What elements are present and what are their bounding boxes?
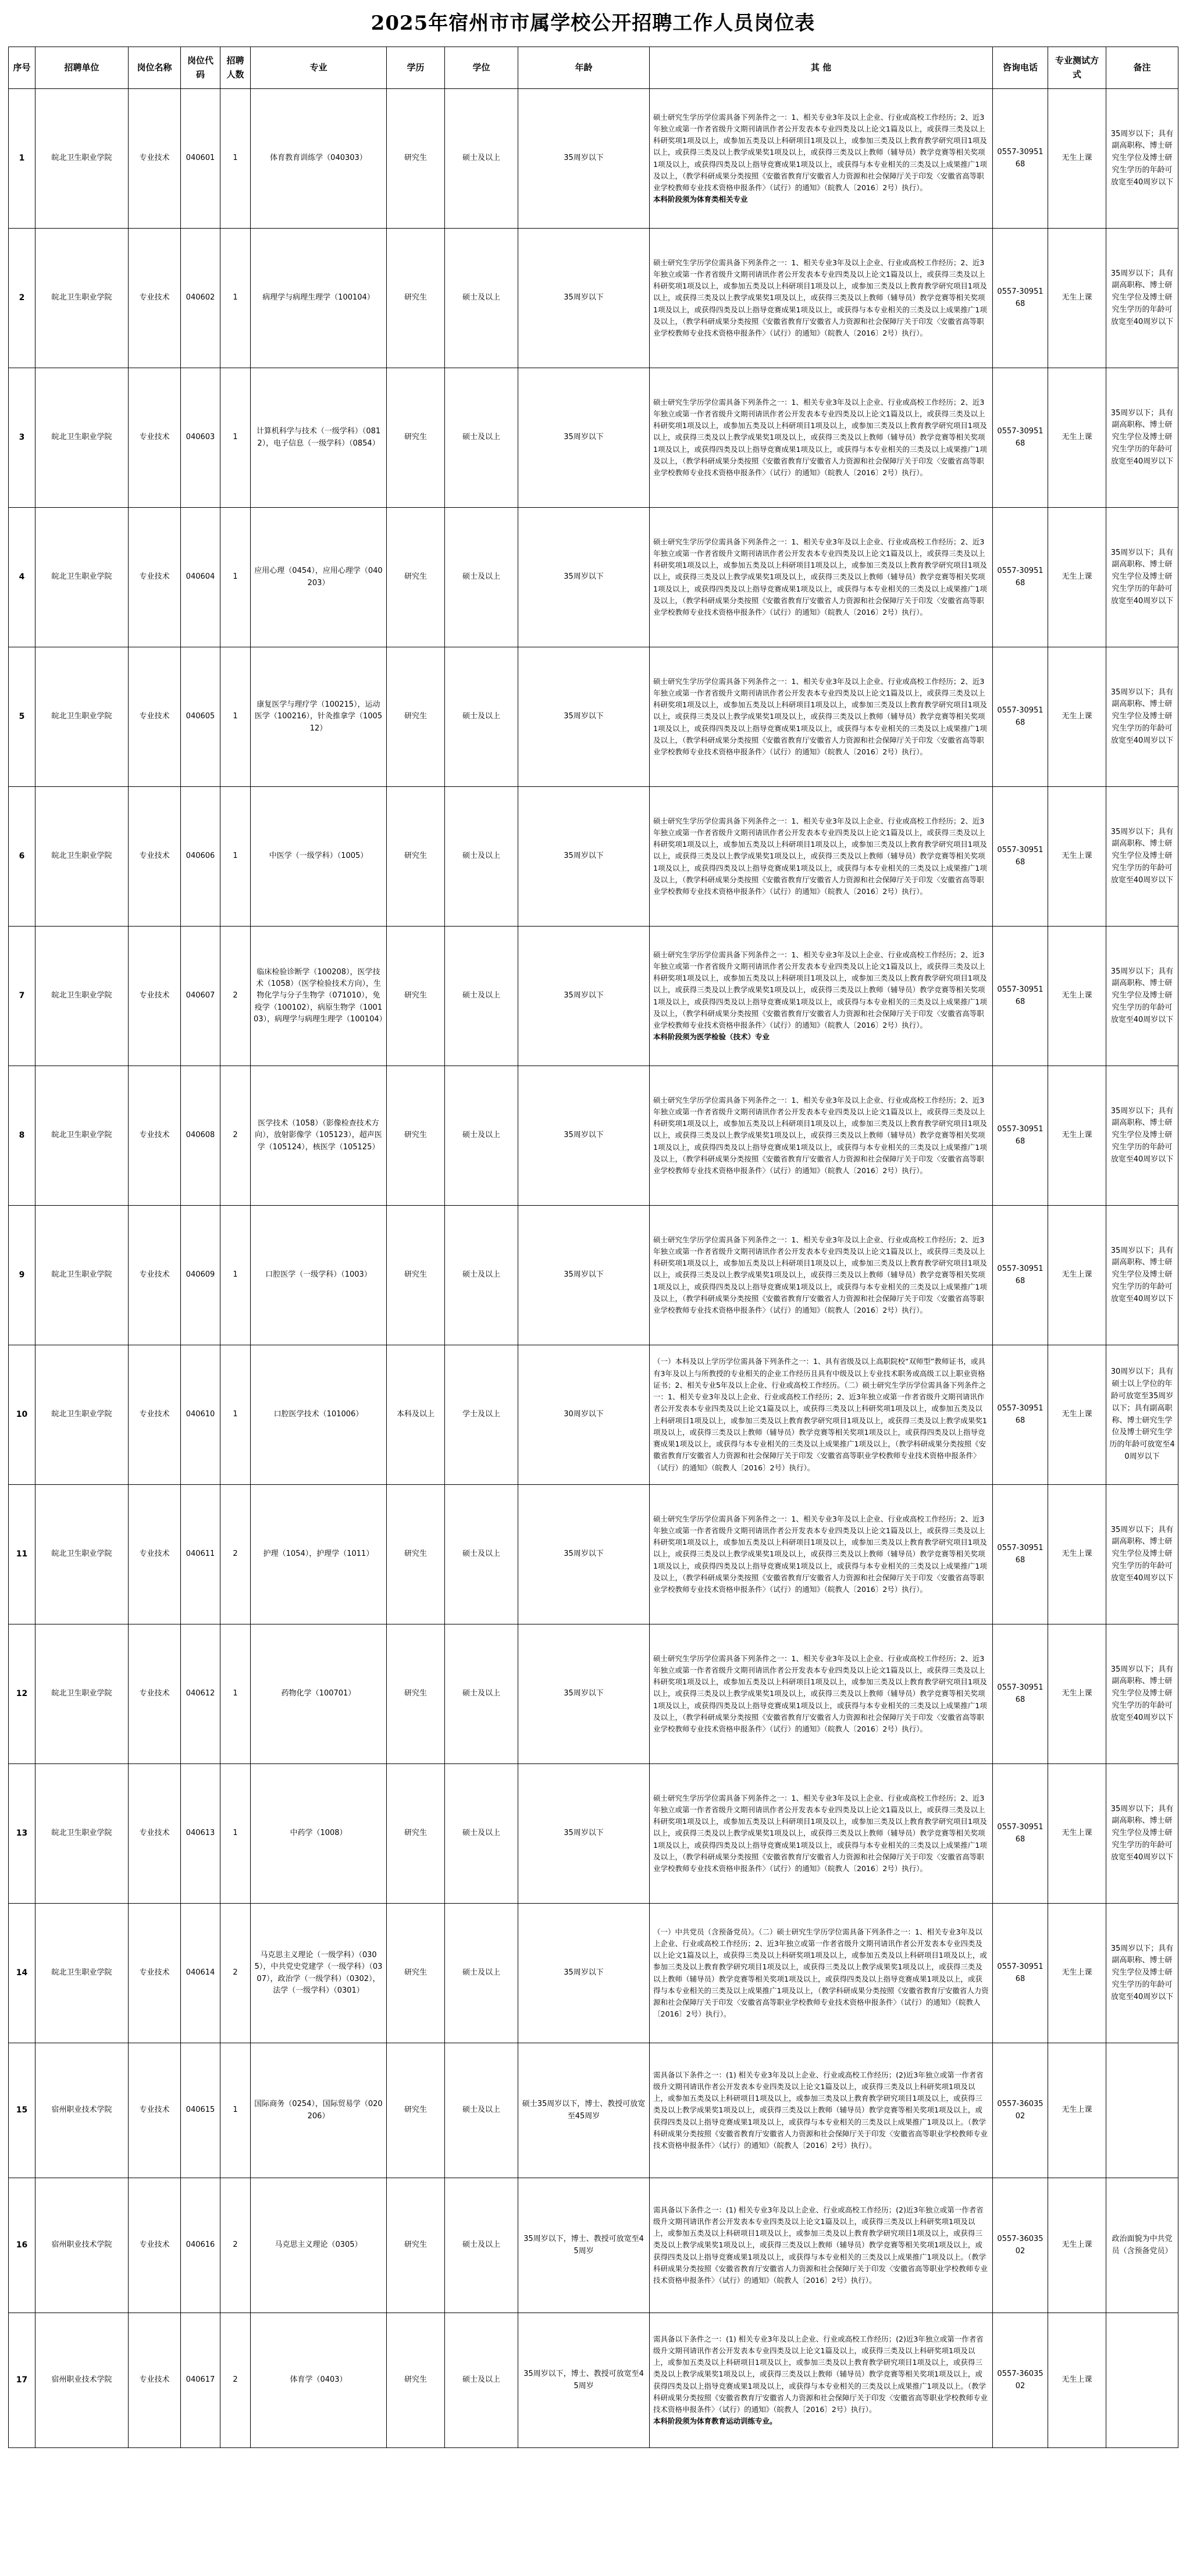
note-cell: 35周岁以下；具有副高职称、博士研究生学位及博士研究生学历的年龄可放宽至40周岁以下	[1106, 1066, 1178, 1206]
note-cell: 35周岁以下；具有副高职称、博士研究生学位及博士研究生学历的年龄可放宽至40周岁以下	[1106, 787, 1178, 927]
count-cell: 2	[220, 2313, 251, 2448]
count-cell: 2	[220, 1485, 251, 1624]
header-age: 年龄	[518, 47, 650, 89]
phone-cell: 0557-3095168	[993, 1624, 1048, 1764]
age-cell: 35周岁以下	[518, 927, 650, 1066]
post-cell: 专业技术	[129, 1624, 181, 1764]
header-phone: 咨询电话	[993, 47, 1048, 89]
seq-cell: 14	[9, 1904, 35, 2043]
code-cell: 040611	[181, 1485, 220, 1624]
seq-cell: 8	[9, 1066, 35, 1206]
seq-cell: 4	[9, 508, 35, 647]
note-cell: 35周岁以下；具有副高职称、博士研究生学位及博士研究生学历的年龄可放宽至40周岁以下	[1106, 508, 1178, 647]
count-cell: 1	[220, 89, 251, 229]
positions-table	[8, 47, 1178, 2448]
note-cell	[1106, 2043, 1178, 2178]
major-cell: 中医学（一级学科）（1005）	[251, 787, 387, 927]
test-cell: 无生上课	[1048, 1345, 1106, 1485]
other-requirements: （一）中共党员（含预备党员）。（二）硕士研究生学历学位需具备下列条件之一：1、相关专业3年及以上企业、行业或高校工作经历；2、近3年独立或第一作者省级升文期刊请讯作者公开发表本专业四类及以上论文1篇及以上，或获得三类及以上科研奖项1项及以上，或参加五类及以上科研项目1项及以上，或参加三类及以上教育教学研究项目1项及以上，或获得三类及以上教学成果奖1项及以上，或获得三类及以上教师（辅导员）教学竞赛等相关奖项1项及以上，或获得四类及以上指导竞赛成果1项及以上，或获得与本专业相关的三类及以上成果推广1项及以上，（教学科研成果分类按照《安徽省教育厅安徽省人力资源和社会保障厅关于印发〈安徽省高等职业学校教师专业技术资格申报条件〉（试行）的通知》（皖教人〔2016〕2号）执行）。	[653, 1927, 989, 2019]
age-cell: 35周岁以下	[518, 1206, 650, 1345]
test-cell: 无生上课	[1048, 229, 1106, 368]
table-row	[9, 2043, 1178, 2178]
age-cell: 35周岁以下	[518, 368, 650, 508]
edu-cell: 研究生	[387, 647, 445, 787]
post-cell: 专业技术	[129, 927, 181, 1066]
age-cell: 35周岁以下	[518, 1066, 650, 1206]
seq-cell: 7	[9, 927, 35, 1066]
unit-cell: 皖北卫生职业学院	[35, 1904, 129, 2043]
note-cell: 35周岁以下；具有副高职称、博士研究生学位及博士研究生学历的年龄可放宽至40周岁以下	[1106, 927, 1178, 1066]
major-cell: 护理（1054），护理学（1011）	[251, 1485, 387, 1624]
edu-cell: 研究生	[387, 508, 445, 647]
unit-cell: 皖北卫生职业学院	[35, 787, 129, 927]
edu-cell: 研究生	[387, 787, 445, 927]
phone-cell: 0557-3095168	[993, 647, 1048, 787]
major-cell: 康复医学与理疗学（100215），运动医学（100216），针灸推拿学（100512）	[251, 647, 387, 787]
major-cell: 临床检验诊断学（100208），医学技术（1058）（医学检验技术方向），生物化学与分子生物学（071010），免疫学（100102），病原生物学（100103），病理学与病理生理学（100104）	[251, 927, 387, 1066]
count-cell: 1	[220, 508, 251, 647]
seq-cell: 1	[9, 89, 35, 229]
table-body	[9, 89, 1178, 2448]
test-cell: 无生上课	[1048, 89, 1106, 229]
other-cell	[650, 1485, 993, 1624]
header-other: 其 他	[650, 47, 993, 89]
other-requirements: 硕士研究生学历学位需具备下列条件之一：1、相关专业3年及以上企业、行业或高校工作经历；2、近3年独立或第一作者省级升文期刊请讯作者公开发表本专业四类及以上论文1篇及以上，或获得三类及以上科研奖项1项及以上，或参加五类及以上科研项目1项及以上，或参加三类及以上教育教学研究项目1项及以上，或获得三类及以上教学成果奖1项及以上，或获得三类及以上教师（辅导员）教学竞赛等相关奖项1项及以上，或获得四类及以上指导竞赛成果1项及以上，或获得与本专业相关的三类及以上成果推广1项及以上，（教学科研成果分类按照《安徽省教育厅安徽省人力资源和社会保障厅关于印发〈安徽省高等职业学校教师专业技术资格申报条件〉（试行）的通知》（皖教人〔2016〕2号）执行）。	[653, 950, 987, 1029]
other-cell	[650, 2178, 993, 2313]
test-cell: 无生上课	[1048, 2178, 1106, 2313]
other-requirements: 硕士研究生学历学位需具备下列条件之一：1、相关专业3年及以上企业、行业或高校工作经历；2、近3年独立或第一作者省级升文期刊请讯作者公开发表本专业四类及以上论文1篇及以上，或获得三类及以上科研奖项1项及以上，或参加五类及以上科研项目1项及以上，或参加三类及以上教育教学研究项目1项及以上，或获得三类及以上教学成果奖1项及以上，或获得三类及以上教师（辅导员）教学竞赛等相关奖项1项及以上，或获得四类及以上指导竞赛成果1项及以上，或获得与本专业相关的三类及以上成果推广1项及以上，（教学科研成果分类按照《安徽省教育厅安徽省人力资源和社会保障厅关于印发〈安徽省高等职业学校教师专业技术资格申报条件〉（试行）的通知》（皖教人〔2016〕2号）执行）。	[653, 816, 987, 896]
code-cell: 040602	[181, 229, 220, 368]
count-cell: 1	[220, 2043, 251, 2178]
phone-cell: 0557-3095168	[993, 787, 1048, 927]
document-title: 2025年宿州市市属学校公开招聘工作人员岗位表	[371, 12, 815, 35]
age-cell: 35周岁以下	[518, 508, 650, 647]
other-cell	[650, 508, 993, 647]
test-cell: 无生上课	[1048, 647, 1106, 787]
table-row	[9, 1904, 1178, 2043]
phone-cell: 0557-3095168	[993, 1066, 1048, 1206]
other-cell	[650, 647, 993, 787]
phone-cell: 0557-3095168	[993, 508, 1048, 647]
test-cell: 无生上课	[1048, 1206, 1106, 1345]
post-cell: 专业技术	[129, 368, 181, 508]
other-requirements: （一）本科及以上学历学位需具备下列条件之一：1、具有省级及以上高职院校“双师型”教师证书，或具有3年及以上与所教授的专业相关的企业工作经历且具有中级及以上专业技术职务或高级工以上职业资格证书；2、相关专业5年及以上企业、行业或高校工作经历。（二）硕士研究生学历学位需具备下列条件之一：1、相关专业3年及以上企业、行业或高校工作经历；2、近3年独立或第一作者省级升文期刊请讯作者公开发表本专业四类及以上论文1篇及以上，或获得三类及以上科研奖项1项及以上，或参加五类及以上科研项目1项及以上，或参加三类及以上教育教学研究项目1项及以上，或获得三类及以上教学成果奖1项及以上，或获得三类及以上教师（辅导员）教学竞赛等相关奖项1项及以上，或获得四类及以上指导竞赛成果1项及以上，或获得与本专业相关的三类及以上成果推广1项及以上，（教学科研成果分类按照《安徽省教育厅安徽省人力资源和社会保障厅关于印发〈安徽省高等职业学校教师专业技术资格申报条件〉（试行）的通知》（皖教人〔2016〕2号）执行）。	[653, 1357, 987, 1472]
major-cell: 国际商务（0254），国际贸易学（020206）	[251, 2043, 387, 2178]
degree-cell: 硕士及以上	[445, 508, 518, 647]
other-cell	[650, 1206, 993, 1345]
header-count: 招聘人数	[220, 47, 251, 89]
header-post: 岗位名称	[129, 47, 181, 89]
count-cell: 1	[220, 1206, 251, 1345]
degree-cell: 硕士及以上	[445, 89, 518, 229]
code-cell: 040607	[181, 927, 220, 1066]
major-cell: 计算机科学与技术（一级学科）（0812），电子信息（一级学科）（0854）	[251, 368, 387, 508]
code-cell: 040604	[181, 508, 220, 647]
age-cell: 35周岁以下	[518, 1485, 650, 1624]
degree-cell: 硕士及以上	[445, 1624, 518, 1764]
table-row	[9, 2178, 1178, 2313]
table-row	[9, 647, 1178, 787]
seq-cell: 16	[9, 2178, 35, 2313]
code-cell: 040605	[181, 647, 220, 787]
header-test: 专业测试方式	[1048, 47, 1106, 89]
seq-cell: 10	[9, 1345, 35, 1485]
test-cell: 无生上课	[1048, 508, 1106, 647]
other-emphasis: 本科阶段须为体育类相关专业	[653, 195, 748, 204]
count-cell: 2	[220, 1904, 251, 2043]
note-cell: 政治面貌为中共党员（含预备党员）	[1106, 2178, 1178, 2313]
other-requirements: 硕士研究生学历学位需具备下列条件之一：1、相关专业3年及以上企业、行业或高校工作经历；2、近3年独立或第一作者省级升文期刊请讯作者公开发表本专业四类及以上论文1篇及以上，或获得三类及以上科研奖项1项及以上，或参加五类及以上科研项目1项及以上，或参加三类及以上教育教学研究项目1项及以上，或获得三类及以上教学成果奖1项及以上，或获得三类及以上教师（辅导员）教学竞赛等相关奖项1项及以上，或获得四类及以上指导竞赛成果1项及以上，或获得与本专业相关的三类及以上成果推广1项及以上，（教学科研成果分类按照《安徽省教育厅安徽省人力资源和社会保障厅关于印发〈安徽省高等职业学校教师专业技术资格申报条件〉（试行）的通知》（皖教人〔2016〕2号）执行）。	[653, 112, 987, 192]
table-row	[9, 2313, 1178, 2448]
major-cell: 药物化学（100701）	[251, 1624, 387, 1764]
table-row	[9, 1345, 1178, 1485]
age-cell: 35周岁以下	[518, 1904, 650, 2043]
header-major: 专业	[251, 47, 387, 89]
other-requirements: 硕士研究生学历学位需具备下列条件之一：1、相关专业3年及以上企业、行业或高校工作经历；2、近3年独立或第一作者省级升文期刊请讯作者公开发表本专业四类及以上论文1篇及以上，或获得三类及以上科研奖项1项及以上，或参加五类及以上科研项目1项及以上，或参加三类及以上教育教学研究项目1项及以上，或获得三类及以上教学成果奖1项及以上，或获得三类及以上教师（辅导员）教学竞赛等相关奖项1项及以上，或获得四类及以上指导竞赛成果1项及以上，或获得与本专业相关的三类及以上成果推广1项及以上，（教学科研成果分类按照《安徽省教育厅安徽省人力资源和社会保障厅关于印发〈安徽省高等职业学校教师专业技术资格申报条件〉（试行）的通知》（皖教人〔2016〕2号）执行）。	[653, 1654, 987, 1734]
table-row	[9, 1066, 1178, 1206]
edu-cell: 研究生	[387, 1764, 445, 1904]
seq-cell: 15	[9, 2043, 35, 2178]
other-requirements: 需具备以下条件之一：(1) 相关专业3年及以上企业、行业或高校工作经历；(2)近3年独立或第一作者省级升文期刊请讯作者公开发表本专业四类及以上论文1篇及以上，或获得三类及以上科研奖项1项及以上，或参加五类及以上科研项目1项及以上，或参加三类及以上教育教学研究项目1项及以上，或获得三类及以上教学成果奖1项及以上，或获得三类及以上教师（辅导员）教学竞赛等相关奖项1项及以上，或获得四类及以上指导竞赛成果1项及以上，或获得与本专业相关的三类及以上成果推广1项及以上。（教学科研成果分类按照《安徽省教育厅安徽省人力资源和社会保障厅关于印发〈安徽省高等职业学校教师专业技术资格申报条件〉（试行）的通知》（皖教人〔2016〕2号）执行）。	[653, 2205, 988, 2285]
count-cell: 1	[220, 787, 251, 927]
post-cell: 专业技术	[129, 1066, 181, 1206]
note-cell: 35周岁以下；具有副高职称、博士研究生学位及博士研究生学历的年龄可放宽至40周岁以下	[1106, 89, 1178, 229]
post-cell: 专业技术	[129, 1206, 181, 1345]
header-edu: 学历	[387, 47, 445, 89]
unit-cell: 皖北卫生职业学院	[35, 647, 129, 787]
unit-cell: 皖北卫生职业学院	[35, 927, 129, 1066]
phone-cell: 0557-3095168	[993, 1904, 1048, 2043]
note-cell: 35周岁以下；具有副高职称、博士研究生学位及博士研究生学历的年龄可放宽至40周岁以下	[1106, 229, 1178, 368]
post-cell: 专业技术	[129, 1764, 181, 1904]
unit-cell: 皖北卫生职业学院	[35, 508, 129, 647]
major-cell: 应用心理（0454），应用心理学（040203）	[251, 508, 387, 647]
test-cell: 无生上课	[1048, 1066, 1106, 1206]
age-cell: 35周岁以下	[518, 229, 650, 368]
note-cell	[1106, 2313, 1178, 2448]
age-cell: 35周岁以下	[518, 1624, 650, 1764]
phone-cell: 0557-3603502	[993, 2043, 1048, 2178]
age-cell: 35周岁以下	[518, 1764, 650, 1904]
unit-cell: 皖北卫生职业学院	[35, 229, 129, 368]
count-cell: 2	[220, 2178, 251, 2313]
edu-cell: 研究生	[387, 1206, 445, 1345]
post-cell: 专业技术	[129, 787, 181, 927]
other-cell	[650, 2043, 993, 2178]
degree-cell: 学士及以上	[445, 1345, 518, 1485]
seq-cell: 2	[9, 229, 35, 368]
test-cell: 无生上课	[1048, 368, 1106, 508]
unit-cell: 宿州职业技术学院	[35, 2043, 129, 2178]
edu-cell: 研究生	[387, 1066, 445, 1206]
other-cell	[650, 927, 993, 1066]
code-cell: 040603	[181, 368, 220, 508]
phone-cell: 0557-3095168	[993, 1485, 1048, 1624]
note-cell: 35周岁以下；具有副高职称、博士研究生学位及博士研究生学历的年龄可放宽至40周岁以下	[1106, 1624, 1178, 1764]
seq-cell: 5	[9, 647, 35, 787]
code-cell: 040609	[181, 1206, 220, 1345]
post-cell: 专业技术	[129, 1485, 181, 1624]
header-unit: 招聘单位	[35, 47, 129, 89]
seq-cell: 13	[9, 1764, 35, 1904]
count-cell: 1	[220, 1345, 251, 1485]
seq-cell: 11	[9, 1485, 35, 1624]
degree-cell: 硕士及以上	[445, 1066, 518, 1206]
phone-cell: 0557-3095168	[993, 1345, 1048, 1485]
edu-cell: 研究生	[387, 2178, 445, 2313]
degree-cell: 硕士及以上	[445, 368, 518, 508]
unit-cell: 皖北卫生职业学院	[35, 368, 129, 508]
code-cell: 040608	[181, 1066, 220, 1206]
major-cell: 病理学与病理生理学（100104）	[251, 229, 387, 368]
other-requirements: 硕士研究生学历学位需具备下列条件之一：1、相关专业3年及以上企业、行业或高校工作经历；2、近3年独立或第一作者省级升文期刊请讯作者公开发表本专业四类及以上论文1篇及以上，或获得三类及以上科研奖项1项及以上，或参加五类及以上科研项目1项及以上，或参加三类及以上教育教学研究项目1项及以上，或获得三类及以上教学成果奖1项及以上，或获得三类及以上教师（辅导员）教学竞赛等相关奖项1项及以上，或获得四类及以上指导竞赛成果1项及以上，或获得与本专业相关的三类及以上成果推广1项及以上，（教学科研成果分类按照《安徽省教育厅安徽省人力资源和社会保障厅关于印发〈安徽省高等职业学校教师专业技术资格申报条件〉（试行）的通知》（皖教人〔2016〕2号）执行）。	[653, 1793, 987, 1873]
table-row	[9, 368, 1178, 508]
table-row	[9, 508, 1178, 647]
note-cell: 35周岁以下；具有副高职称、博士研究生学位及博士研究生学历的年龄可放宽至40周岁以下	[1106, 647, 1178, 787]
age-cell: 35周岁以下	[518, 89, 650, 229]
code-cell: 040613	[181, 1764, 220, 1904]
other-requirements: 硕士研究生学历学位需具备下列条件之一：1、相关专业3年及以上企业、行业或高校工作经历；2、近3年独立或第一作者省级升文期刊请讯作者公开发表本专业四类及以上论文1篇及以上，或获得三类及以上科研奖项1项及以上，或参加五类及以上科研项目1项及以上，或参加三类及以上教育教学研究项目1项及以上，或获得三类及以上教学成果奖1项及以上，或获得三类及以上教师（辅导员）教学竞赛等相关奖项1项及以上，或获得四类及以上指导竞赛成果1项及以上，或获得与本专业相关的三类及以上成果推广1项及以上，（教学科研成果分类按照《安徽省教育厅安徽省人力资源和社会保障厅关于印发〈安徽省高等职业学校教师专业技术资格申报条件〉（试行）的通知》（皖教人〔2016〕2号）执行）。	[653, 1514, 987, 1594]
phone-cell: 0557-3095168	[993, 1764, 1048, 1904]
table-row	[9, 787, 1178, 927]
note-cell: 35周岁以下；具有副高职称、博士研究生学位及博士研究生学历的年龄可放宽至40周岁以下	[1106, 1904, 1178, 2043]
table-row	[9, 1206, 1178, 1345]
post-cell: 专业技术	[129, 1904, 181, 2043]
other-cell	[650, 1624, 993, 1764]
edu-cell: 研究生	[387, 2043, 445, 2178]
edu-cell: 研究生	[387, 229, 445, 368]
unit-cell: 宿州职业技术学院	[35, 2178, 129, 2313]
code-cell: 040615	[181, 2043, 220, 2178]
phone-cell: 0557-3603502	[993, 2178, 1048, 2313]
degree-cell: 硕士及以上	[445, 2178, 518, 2313]
test-cell: 无生上课	[1048, 787, 1106, 927]
other-cell	[650, 1904, 993, 2043]
header-row	[9, 47, 1178, 89]
edu-cell: 研究生	[387, 1624, 445, 1764]
other-cell	[650, 2313, 993, 2448]
other-cell	[650, 787, 993, 927]
unit-cell: 皖北卫生职业学院	[35, 1066, 129, 1206]
note-cell: 35周岁以下；具有副高职称、博士研究生学位及博士研究生学历的年龄可放宽至40周岁以下	[1106, 1206, 1178, 1345]
unit-cell: 皖北卫生职业学院	[35, 1485, 129, 1624]
major-cell: 中药学（1008）	[251, 1764, 387, 1904]
degree-cell: 硕士及以上	[445, 2313, 518, 2448]
code-cell: 040601	[181, 89, 220, 229]
degree-cell: 硕士及以上	[445, 1904, 518, 2043]
unit-cell: 皖北卫生职业学院	[35, 1624, 129, 1764]
major-cell: 马克思主义理论（一级学科）（0305），中共党史党建学（一级学科）（0307），政治学（一级学科）（0302），法学（一级学科）（0301）	[251, 1904, 387, 2043]
seq-cell: 6	[9, 787, 35, 927]
edu-cell: 研究生	[387, 927, 445, 1066]
code-cell: 040610	[181, 1345, 220, 1485]
edu-cell: 研究生	[387, 1485, 445, 1624]
degree-cell: 硕士及以上	[445, 1764, 518, 1904]
age-cell: 30周岁以下	[518, 1345, 650, 1485]
code-cell: 040614	[181, 1904, 220, 2043]
code-cell: 040606	[181, 787, 220, 927]
count-cell: 2	[220, 1066, 251, 1206]
other-cell	[650, 1066, 993, 1206]
test-cell: 无生上课	[1048, 1764, 1106, 1904]
degree-cell: 硕士及以上	[445, 1485, 518, 1624]
post-cell: 专业技术	[129, 2043, 181, 2178]
table-row	[9, 1764, 1178, 1904]
degree-cell: 硕士及以上	[445, 229, 518, 368]
code-cell: 040616	[181, 2178, 220, 2313]
header-note: 备注	[1106, 47, 1178, 89]
age-cell: 硕士35周岁以下，博士、教授可放宽至45周岁	[518, 2043, 650, 2178]
test-cell: 无生上课	[1048, 1624, 1106, 1764]
degree-cell: 硕士及以上	[445, 2043, 518, 2178]
test-cell: 无生上课	[1048, 1485, 1106, 1624]
age-cell: 35周岁以下，博士、教授可放宽至45周岁	[518, 2313, 650, 2448]
age-cell: 35周岁以下	[518, 787, 650, 927]
post-cell: 专业技术	[129, 1345, 181, 1485]
post-cell: 专业技术	[129, 2313, 181, 2448]
major-cell: 口腔医学技术（101006）	[251, 1345, 387, 1485]
phone-cell: 0557-3095168	[993, 368, 1048, 508]
unit-cell: 宿州职业技术学院	[35, 2313, 129, 2448]
count-cell: 1	[220, 1764, 251, 1904]
major-cell: 口腔医学（一级学科）（1003）	[251, 1206, 387, 1345]
other-emphasis: 本科阶段须为体育教育运动训练专业。	[653, 2417, 777, 2426]
note-cell: 35周岁以下；具有副高职称、博士研究生学位及博士研究生学历的年龄可放宽至40周岁以下	[1106, 368, 1178, 508]
note-cell: 35周岁以下；具有副高职称、博士研究生学位及博士研究生学历的年龄可放宽至40周岁以下	[1106, 1485, 1178, 1624]
post-cell: 专业技术	[129, 508, 181, 647]
other-requirements: 硕士研究生学历学位需具备下列条件之一：1、相关专业3年及以上企业、行业或高校工作经历；2、近3年独立或第一作者省级升文期刊请讯作者公开发表本专业四类及以上论文1篇及以上，或获得三类及以上科研奖项1项及以上，或参加五类及以上科研项目1项及以上，或参加三类及以上教育教学研究项目1项及以上，或获得三类及以上教学成果奖1项及以上，或获得三类及以上教师（辅导员）教学竞赛等相关奖项1项及以上，或获得四类及以上指导竞赛成果1项及以上，或获得与本专业相关的三类及以上成果推广1项及以上，（教学科研成果分类按照《安徽省教育厅安徽省人力资源和社会保障厅关于印发〈安徽省高等职业学校教师专业技术资格申报条件〉（试行）的通知》（皖教人〔2016〕2号）执行）。	[653, 258, 987, 338]
degree-cell: 硕士及以上	[445, 1206, 518, 1345]
age-cell: 35周岁以下	[518, 647, 650, 787]
seq-cell: 17	[9, 2313, 35, 2448]
seq-cell: 3	[9, 368, 35, 508]
other-requirements: 需具备以下条件之一：(1) 相关专业3年及以上企业、行业或高校工作经历；(2)近3年独立或第一作者省级升文期刊请讯作者公开发表本专业四类及以上论文1篇及以上，或获得三类及以上科研奖项1项及以上，或参加五类及以上科研项目1项及以上，或参加三类及以上教育教学研究项目1项及以上，或获得三类及以上教学成果奖1项及以上，或获得三类及以上教师（辅导员）教学竞赛等相关奖项1项及以上，或获得四类及以上指导竞赛成果1项及以上，或获得与本专业相关的三类及以上成果推广1项及以上。（教学科研成果分类按照《安徽省教育厅安徽省人力资源和社会保障厅关于印发〈安徽省高等职业学校教师专业技术资格申报条件〉（试行）的通知》（皖教人〔2016〕2号）执行）。	[653, 2334, 988, 2414]
phone-cell: 0557-3095168	[993, 229, 1048, 368]
count-cell: 2	[220, 927, 251, 1066]
edu-cell: 研究生	[387, 368, 445, 508]
major-cell: 体育教育训练学（040303）	[251, 89, 387, 229]
other-requirements: 需具备以下条件之一：(1) 相关专业3年及以上企业、行业或高校工作经历；(2)近3年独立或第一作者省级升文期刊请讯作者公开发表本专业四类及以上论文1篇及以上，或获得三类及以上科研奖项1项及以上，或参加五类及以上科研项目1项及以上，或参加三类及以上教育教学研究项目1项及以上，或获得三类及以上教学成果奖1项及以上，或获得三类及以上教师（辅导员）教学竞赛等相关奖项1项及以上，或获得四类及以上指导竞赛成果1项及以上，或获得与本专业相关的三类及以上成果推广1项及以上。（教学科研成果分类按照《安徽省教育厅安徽省人力资源和社会保障厅关于印发〈安徽省高等职业学校教师专业技术资格申报条件〉（试行）的通知》（皖教人〔2016〕2号）执行）。	[653, 2070, 988, 2150]
other-requirements: 硕士研究生学历学位需具备下列条件之一：1、相关专业3年及以上企业、行业或高校工作经历；2、近3年独立或第一作者省级升文期刊请讯作者公开发表本专业四类及以上论文1篇及以上，或获得三类及以上科研奖项1项及以上，或参加五类及以上科研项目1项及以上，或参加三类及以上教育教学研究项目1项及以上，或获得三类及以上教学成果奖1项及以上，或获得三类及以上教师（辅导员）教学竞赛等相关奖项1项及以上，或获得四类及以上指导竞赛成果1项及以上，或获得与本专业相关的三类及以上成果推广1项及以上，（教学科研成果分类按照《安徽省教育厅安徽省人力资源和社会保障厅关于印发〈安徽省高等职业学校教师专业技术资格申报条件〉（试行）的通知》（皖教人〔2016〕2号）执行）。	[653, 1095, 987, 1175]
seq-cell: 9	[9, 1206, 35, 1345]
header-seq: 序号	[9, 47, 35, 89]
seq-cell: 12	[9, 1624, 35, 1764]
unit-cell: 皖北卫生职业学院	[35, 1345, 129, 1485]
unit-cell: 皖北卫生职业学院	[35, 1764, 129, 1904]
unit-cell: 皖北卫生职业学院	[35, 1206, 129, 1345]
count-cell: 1	[220, 1624, 251, 1764]
count-cell: 1	[220, 229, 251, 368]
phone-cell: 0557-3095168	[993, 89, 1048, 229]
phone-cell: 0557-3095168	[993, 1206, 1048, 1345]
major-cell: 体育学（0403）	[251, 2313, 387, 2448]
other-cell	[650, 229, 993, 368]
post-cell: 专业技术	[129, 647, 181, 787]
table-row	[9, 229, 1178, 368]
note-cell: 30周岁以下；具有硕士以上学位的年龄可放宽至35周岁以下；具有副高职称、博士研究生学位及博士研究生学历的年龄可放宽至40周岁以下	[1106, 1345, 1178, 1485]
other-requirements: 硕士研究生学历学位需具备下列条件之一：1、相关专业3年及以上企业、行业或高校工作经历；2、近3年独立或第一作者省级升文期刊请讯作者公开发表本专业四类及以上论文1篇及以上，或获得三类及以上科研奖项1项及以上，或参加五类及以上科研项目1项及以上，或参加三类及以上教育教学研究项目1项及以上，或获得三类及以上教学成果奖1项及以上，或获得三类及以上教师（辅导员）教学竞赛等相关奖项1项及以上，或获得四类及以上指导竞赛成果1项及以上，或获得与本专业相关的三类及以上成果推广1项及以上，（教学科研成果分类按照《安徽省教育厅安徽省人力资源和社会保障厅关于印发〈安徽省高等职业学校教师专业技术资格申报条件〉（试行）的通知》（皖教人〔2016〕2号）执行）。	[653, 397, 987, 478]
test-cell: 无生上课	[1048, 2313, 1106, 2448]
degree-cell: 硕士及以上	[445, 787, 518, 927]
count-cell: 1	[220, 647, 251, 787]
header-code: 岗位代码	[181, 47, 220, 89]
header-degree: 学位	[445, 47, 518, 89]
phone-cell: 0557-3095168	[993, 927, 1048, 1066]
test-cell: 无生上课	[1048, 1904, 1106, 2043]
edu-cell: 研究生	[387, 2313, 445, 2448]
count-cell: 1	[220, 368, 251, 508]
unit-cell: 皖北卫生职业学院	[35, 89, 129, 229]
other-requirements: 硕士研究生学历学位需具备下列条件之一：1、相关专业3年及以上企业、行业或高校工作经历；2、近3年独立或第一作者省级升文期刊请讯作者公开发表本专业四类及以上论文1篇及以上，或获得三类及以上科研奖项1项及以上，或参加五类及以上科研项目1项及以上，或参加三类及以上教育教学研究项目1项及以上，或获得三类及以上教学成果奖1项及以上，或获得三类及以上教师（辅导员）教学竞赛等相关奖项1项及以上，或获得四类及以上指导竞赛成果1项及以上，或获得与本专业相关的三类及以上成果推广1项及以上，（教学科研成果分类按照《安徽省教育厅安徽省人力资源和社会保障厅关于印发〈安徽省高等职业学校教师专业技术资格申报条件〉（试行）的通知》（皖教人〔2016〕2号）执行）。	[653, 1235, 987, 1315]
other-emphasis: 本科阶段须为医学检验（技术）专业	[653, 1032, 770, 1042]
table-row	[9, 89, 1178, 229]
major-cell: 医学技术（1058）（影像检查技术方向），放射影像学（105123），超声医学（105124），核医学（105125）	[251, 1066, 387, 1206]
phone-cell: 0557-3603502	[993, 2313, 1048, 2448]
edu-cell: 研究生	[387, 1904, 445, 2043]
major-cell: 马克思主义理论（0305）	[251, 2178, 387, 2313]
test-cell: 无生上课	[1048, 927, 1106, 1066]
degree-cell: 硕士及以上	[445, 647, 518, 787]
edu-cell: 研究生	[387, 89, 445, 229]
other-cell	[650, 1345, 993, 1485]
post-cell: 专业技术	[129, 229, 181, 368]
other-cell	[650, 1764, 993, 1904]
test-cell: 无生上课	[1048, 2043, 1106, 2178]
age-cell: 35周岁以下，博士、教授可放宽至45周岁	[518, 2178, 650, 2313]
other-requirements: 硕士研究生学历学位需具备下列条件之一：1、相关专业3年及以上企业、行业或高校工作经历；2、近3年独立或第一作者省级升文期刊请讯作者公开发表本专业四类及以上论文1篇及以上，或获得三类及以上科研奖项1项及以上，或参加五类及以上科研项目1项及以上，或参加三类及以上教育教学研究项目1项及以上，或获得三类及以上教学成果奖1项及以上，或获得三类及以上教师（辅导员）教学竞赛等相关奖项1项及以上，或获得四类及以上指导竞赛成果1项及以上，或获得与本专业相关的三类及以上成果推广1项及以上，（教学科研成果分类按照《安徽省教育厅安徽省人力资源和社会保障厅关于印发〈安徽省高等职业学校教师专业技术资格申报条件〉（试行）的通知》（皖教人〔2016〕2号）执行）。	[653, 676, 987, 757]
table-row	[9, 1624, 1178, 1764]
degree-cell: 硕士及以上	[445, 927, 518, 1066]
other-requirements: 硕士研究生学历学位需具备下列条件之一：1、相关专业3年及以上企业、行业或高校工作经历；2、近3年独立或第一作者省级升文期刊请讯作者公开发表本专业四类及以上论文1篇及以上，或获得三类及以上科研奖项1项及以上，或参加五类及以上科研项目1项及以上，或参加三类及以上教育教学研究项目1项及以上，或获得三类及以上教学成果奖1项及以上，或获得三类及以上教师（辅导员）教学竞赛等相关奖项1项及以上，或获得四类及以上指导竞赛成果1项及以上，或获得与本专业相关的三类及以上成果推广1项及以上，（教学科研成果分类按照《安徽省教育厅安徽省人力资源和社会保障厅关于印发〈安徽省高等职业学校教师专业技术资格申报条件〉（试行）的通知》（皖教人〔2016〕2号）执行）。	[653, 537, 987, 617]
other-cell	[650, 368, 993, 508]
table-row	[9, 927, 1178, 1066]
note-cell: 35周岁以下；具有副高职称、博士研究生学位及博士研究生学历的年龄可放宽至40周岁以下	[1106, 1764, 1178, 1904]
edu-cell: 本科及以上	[387, 1345, 445, 1485]
other-cell	[650, 89, 993, 229]
table-row	[9, 1485, 1178, 1624]
post-cell: 专业技术	[129, 89, 181, 229]
post-cell: 专业技术	[129, 2178, 181, 2313]
code-cell: 040612	[181, 1624, 220, 1764]
code-cell: 040617	[181, 2313, 220, 2448]
table-header	[9, 47, 1178, 89]
